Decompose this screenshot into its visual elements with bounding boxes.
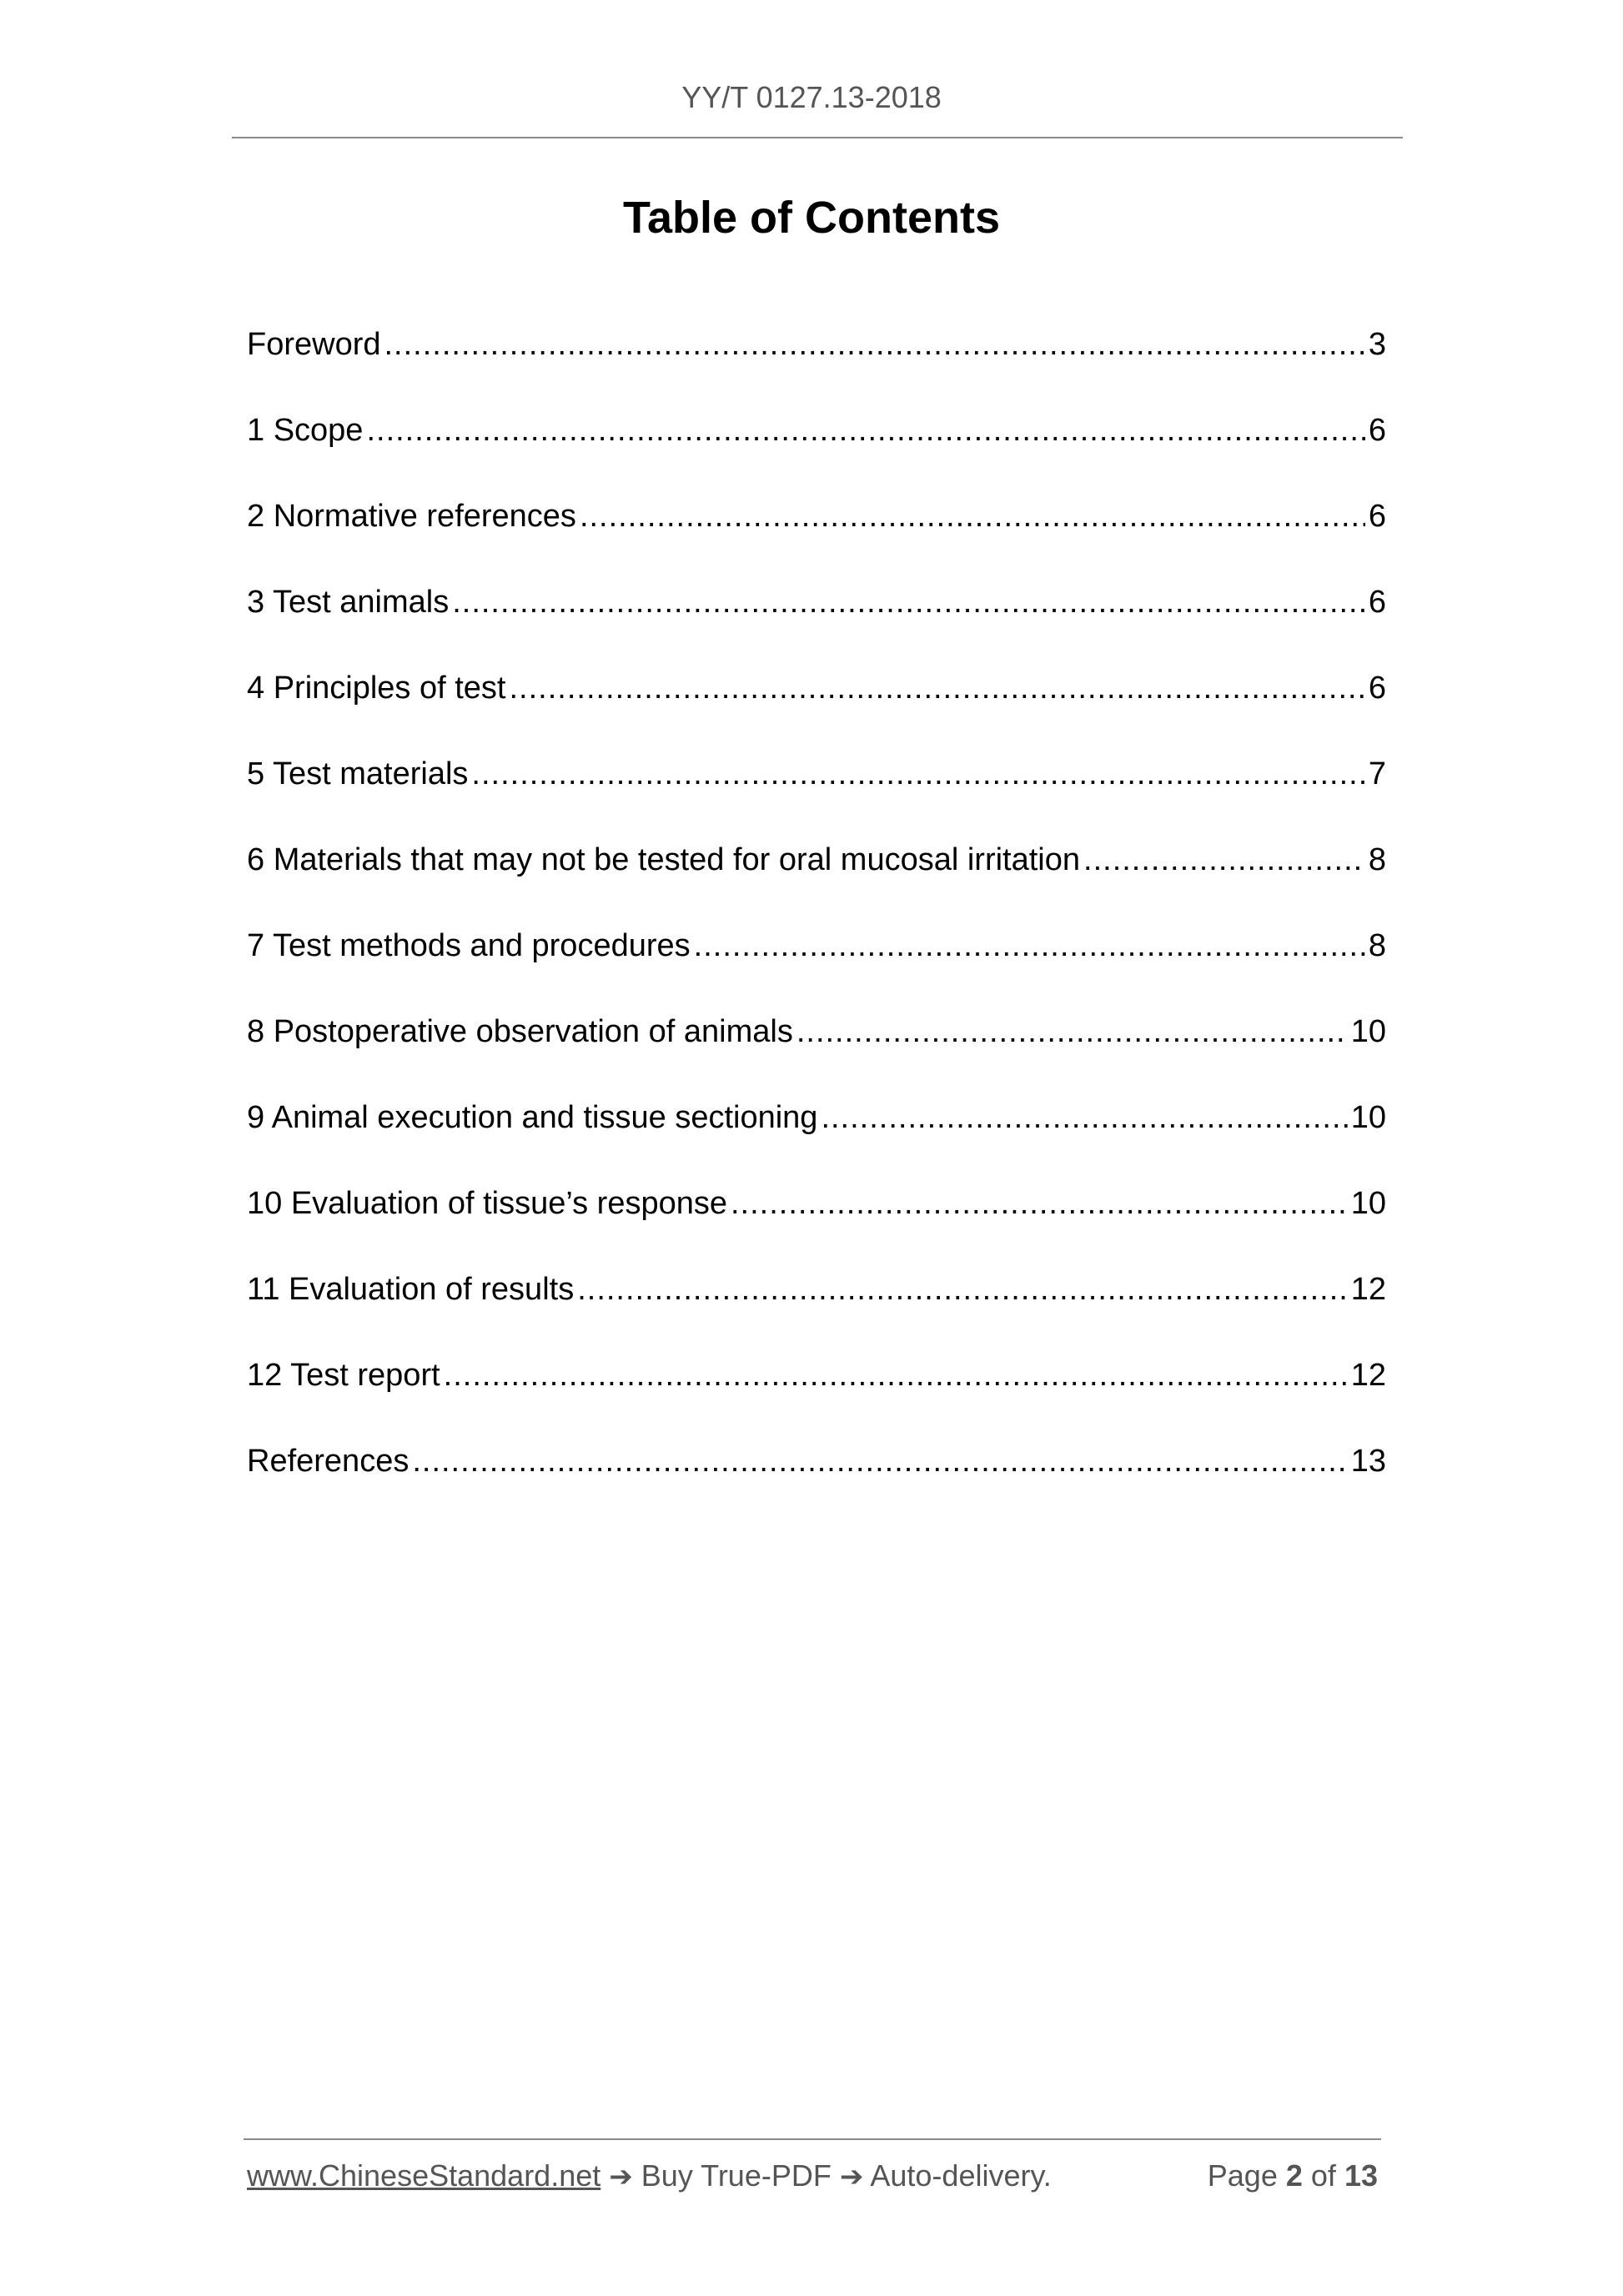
- toc-entry[interactable]: [247, 580, 1386, 666]
- toc-entry[interactable]: [247, 494, 1386, 580]
- page-footer: [247, 2158, 1378, 2193]
- toc-dot-leader: [366, 408, 1364, 453]
- footer-divider: [244, 2138, 1381, 2140]
- toc-entry-page: 12: [1350, 1272, 1386, 1307]
- toc-entry[interactable]: [247, 1267, 1386, 1353]
- toc-entry-page: 6: [1368, 585, 1386, 620]
- toc-dot-leader: [471, 751, 1364, 796]
- toc-entry[interactable]: [247, 408, 1386, 494]
- toc-entry-label: 9 Animal execution and tissue sectioning: [247, 1100, 818, 1135]
- header-divider: [232, 137, 1403, 138]
- buy-text: Buy True-PDF: [641, 2158, 832, 2193]
- delivery-text: Auto-delivery.: [870, 2158, 1052, 2193]
- toc-entry-page: 8: [1368, 928, 1386, 963]
- toc-entry-label: 12 Test report: [247, 1358, 440, 1393]
- toc-dot-leader: [694, 923, 1365, 968]
- toc-entry-page: 6: [1368, 499, 1386, 534]
- toc-entry[interactable]: [247, 837, 1386, 923]
- toc-entry-page: 7: [1368, 756, 1386, 791]
- toc-entry-label: Foreword: [247, 327, 381, 362]
- of-word: of: [1310, 2158, 1336, 2193]
- toc-entry[interactable]: [247, 1181, 1386, 1267]
- toc-entry-page: 8: [1368, 842, 1386, 877]
- page-number: [1208, 2158, 1378, 2193]
- toc-dot-leader: [384, 322, 1365, 367]
- toc-dot-leader: [1083, 837, 1365, 882]
- toc-entry-label: References: [247, 1444, 410, 1479]
- toc-entry-label: 8 Postoperative observation of animals: [247, 1014, 793, 1049]
- toc-entry-label: 10 Evaluation of tissue’s response: [247, 1186, 727, 1221]
- toc-dot-leader: [509, 666, 1364, 711]
- toc-entry[interactable]: [247, 751, 1386, 837]
- toc-dot-leader: [580, 494, 1365, 539]
- toc-entry-label: 5 Test materials: [247, 756, 469, 791]
- toc-entry[interactable]: [247, 666, 1386, 751]
- arrow-right-icon: ➔: [609, 2161, 633, 2193]
- toc-entry-label: 7 Test methods and procedures: [247, 928, 691, 963]
- toc-entry-page: 6: [1368, 671, 1386, 706]
- toc-entry-label: 2 Normative references: [247, 499, 576, 534]
- arrow-right-icon: ➔: [839, 2161, 864, 2193]
- toc-entry[interactable]: [247, 923, 1386, 1009]
- toc-entry[interactable]: [247, 322, 1386, 408]
- toc-dot-leader: [577, 1267, 1348, 1312]
- toc-dot-leader: [731, 1181, 1348, 1226]
- toc-entry-page: 13: [1350, 1444, 1386, 1479]
- toc-entry-page: 12: [1350, 1358, 1386, 1393]
- toc-dot-leader: [796, 1009, 1348, 1054]
- toc-entry-page: 6: [1368, 413, 1386, 448]
- toc-entry[interactable]: [247, 1439, 1386, 1525]
- current-page: 2: [1285, 2158, 1303, 2193]
- toc-entry-label: 11 Evaluation of results: [247, 1272, 575, 1307]
- page-title: Table of Contents: [623, 193, 1000, 243]
- toc-dot-leader: [444, 1353, 1348, 1398]
- toc-entry-label: 1 Scope: [247, 413, 364, 448]
- page-word: Page: [1207, 2158, 1278, 2193]
- toc-entry-page: 3: [1368, 327, 1386, 362]
- toc-dot-leader: [452, 580, 1365, 625]
- toc-entry-label: 3 Test animals: [247, 585, 450, 620]
- table-of-contents: [247, 322, 1386, 1525]
- toc-dot-leader: [821, 1095, 1347, 1140]
- toc-entry-page: 10: [1350, 1186, 1386, 1221]
- toc-entry-label: 6 Materials that may not be tested for oral mucosal irritation: [247, 842, 1081, 877]
- toc-entry[interactable]: [247, 1095, 1386, 1181]
- toc-entry[interactable]: [247, 1009, 1386, 1095]
- total-pages: 13: [1344, 2158, 1378, 2193]
- toc-entry-label: 4 Principles of test: [247, 671, 506, 706]
- toc-entry[interactable]: [247, 1353, 1386, 1439]
- website-link[interactable]: www.ChineseStandard.net: [247, 2158, 601, 2193]
- toc-dot-leader: [412, 1439, 1347, 1484]
- footer-promo: [247, 2158, 1052, 2193]
- document-code-header: YY/T 0127.13-2018: [681, 80, 942, 114]
- toc-entry-page: 10: [1350, 1014, 1386, 1049]
- toc-entry-page: 10: [1350, 1100, 1386, 1135]
